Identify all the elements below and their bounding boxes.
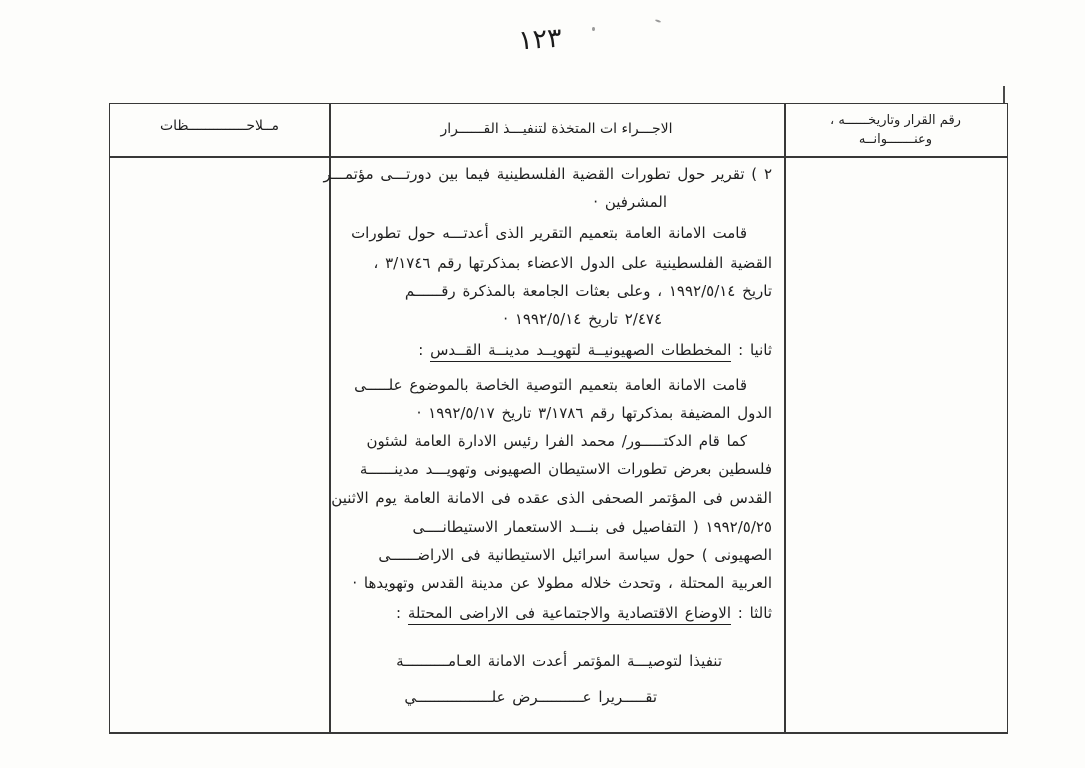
text-line: فلسطين بعرض تطورات الاستيطان الصهيونى وتهويـــد مدينــــــة: [359, 460, 772, 478]
text-line: المشرفين ·: [593, 193, 667, 211]
decision-header-line2: وعنـــــــوانــه: [858, 132, 933, 147]
text-line: القضية الفلسطينية على الدول الاعضاء بمذكرتها رقم ٣/١٧٤٦ ،: [373, 254, 772, 272]
text-line: الصهيونى ) حول سياسة اسرائيل الاستيطانية فى الاراضــــــى: [378, 546, 772, 564]
section-title-underlined: الاوضاع الاقتصادية والاجتماعية فى الاراضى المحتلة: [408, 604, 731, 625]
section-suffix: :: [395, 604, 402, 622]
scan-speck: [655, 19, 661, 23]
notes-column-header: مــلاحــــــــــــــظات: [159, 118, 280, 134]
section-suffix: :: [418, 341, 424, 359]
text-line: القدس فى المؤتمر الصحفى الذى عقده فى الامانة العامة يوم الاثنين: [331, 489, 772, 507]
section-heading-third: [339, 599, 772, 627]
text-line: كما قام الدكتـــــور/ محمد الفرا رئيس الادارة العامة لشئون: [366, 432, 747, 450]
section-label: ثانيا :: [738, 341, 772, 359]
column-separator-right: [784, 104, 786, 732]
section-label: ثالثا :: [737, 604, 772, 622]
decision-number-column-header: [784, 111, 1007, 149]
text-line: ١٩٩٢/٥/٢٥ ( التفاصيل فى بنـــد الاستعمار الاستيطانــــى: [412, 518, 772, 536]
section-heading-second: [339, 336, 772, 364]
text-line: تنفيذا لتوصيـــة المؤتمر أعدت الامانة العـامــــــــــة: [396, 652, 722, 670]
text-line: تاريخ ١٩٩٢/٥/١٤ ، وعلى بعثات الجامعة بالمذكرة رقــــــم: [404, 282, 772, 300]
text-line: تقـــــريرا عــــــــــرض علـــــــــــــــــي: [404, 688, 657, 706]
scan-speck: [592, 27, 595, 31]
text-line: قامت الامانة العامة بتعميم التقرير الذى أعدتـــه حول تطورات: [351, 224, 747, 242]
text-line: ٢/٤٧٤ تاريخ ١٩٩٢/٥/١٤ ·: [503, 310, 662, 328]
text-line: الدول المضيفة بمذكرتها رقم ٣/١٧٨٦ تاريخ ١٩٩٢/٥/١٧ ·: [416, 404, 772, 422]
text-line: قامت الامانة العامة بتعميم التوصية الخاصة بالموضوع علـــــى: [354, 376, 747, 394]
section-title-underlined: المخططات الصهيونيــة لتهويــد مدينــة القــدس: [430, 341, 731, 362]
corner-tick-mark: [1003, 86, 1005, 104]
decisions-table: [109, 103, 1008, 734]
text-line: ٢ ) تقرير حول تطورات القضية الفلسطينية فيما بين دورتـــى مؤتمـــر: [323, 165, 772, 183]
procedures-column-header: الاجـــراء ات المتخذة لتنفيـــذ القــــــرار: [440, 121, 673, 137]
decision-header-line1: رقم القرار وتاريخــــــه ،: [830, 113, 961, 128]
page-number: ١٢٣: [517, 22, 563, 57]
text-line: العربية المحتلة ، وتحدث خلاله مطولا عن مدينة القدس وتهويدها ·: [352, 574, 772, 592]
procedures-column-body: [323, 156, 784, 732]
